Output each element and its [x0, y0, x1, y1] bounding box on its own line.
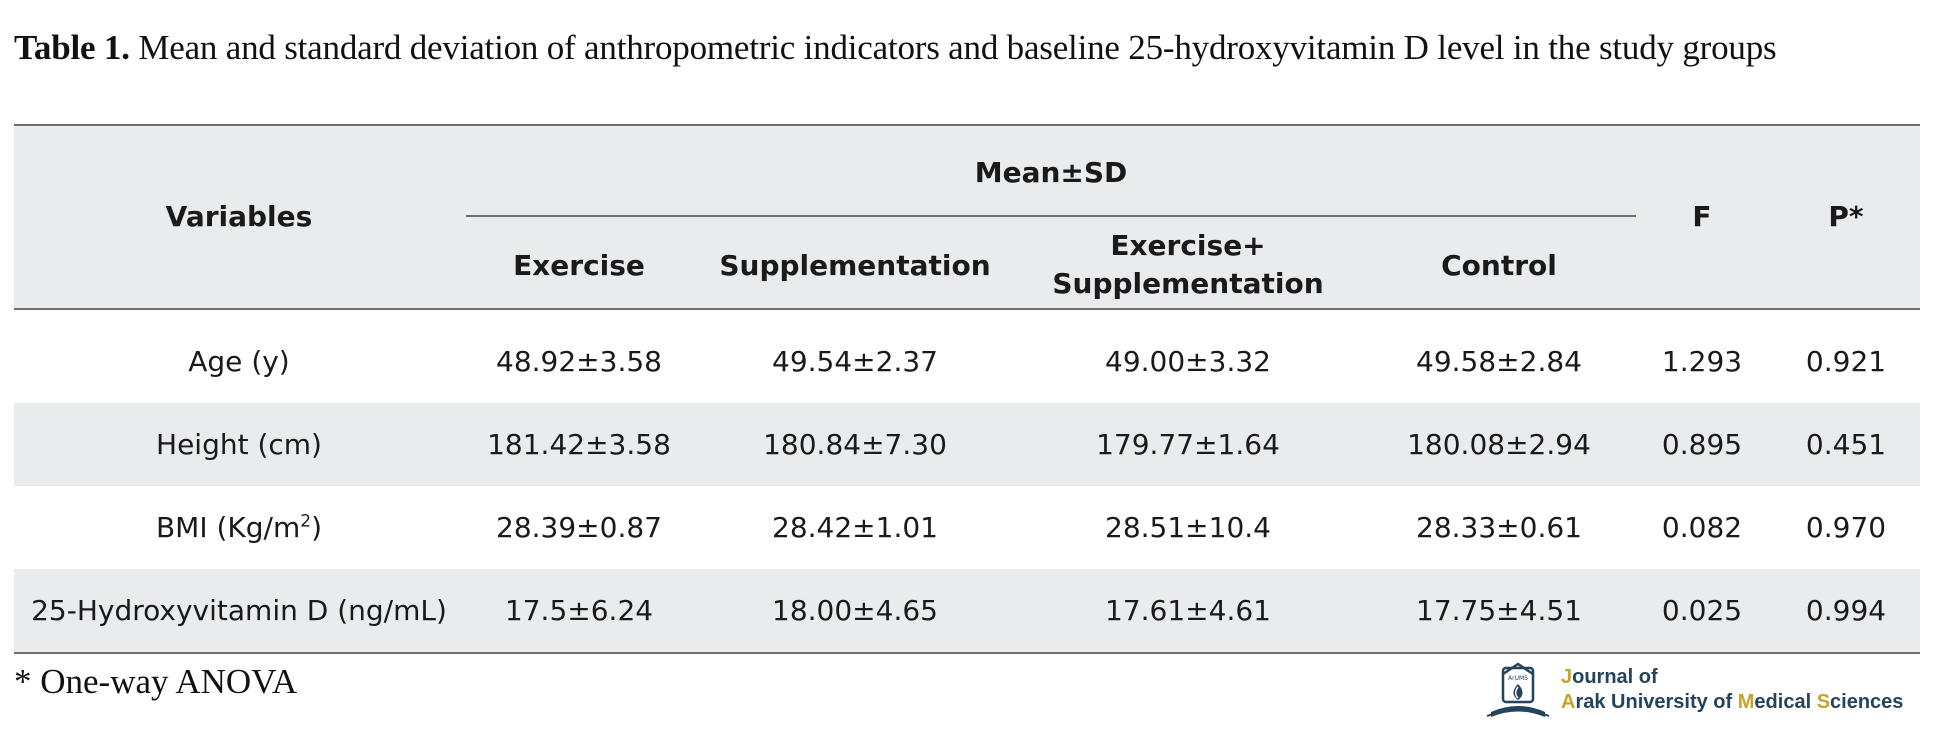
svg-text:ArUMS: ArUMS: [1508, 675, 1528, 682]
table-row: [14, 320, 1920, 403]
journal-logo: [1483, 660, 1923, 722]
cell-variable-superscript: 2: [300, 511, 312, 532]
cell-f: 0.025: [1661, 594, 1743, 627]
cell-p: 0.970: [1805, 511, 1887, 544]
cell-exercise-supplementation: 179.77±1.64: [1096, 428, 1280, 461]
header-exercise-plus-line1: Exercise+: [1110, 229, 1266, 262]
cell-control: 49.58±2.84: [1416, 345, 1582, 378]
cell-control: 17.75±4.51: [1416, 594, 1582, 627]
cell-f: 0.895: [1661, 428, 1743, 461]
header-f: F: [1692, 200, 1712, 233]
header-exercise-plus-line2: Supplementation: [1052, 267, 1324, 300]
cell-exercise: 28.39±0.87: [496, 511, 662, 544]
cell-supplementation: 180.84±7.30: [763, 428, 947, 461]
cell-exercise-supplementation: 28.51±10.4: [1105, 511, 1271, 544]
cell-supplementation: 49.54±2.37: [772, 345, 938, 378]
header-control: Control: [1441, 249, 1557, 282]
cell-variable: [156, 486, 322, 569]
cell-supplementation: 18.00±4.65: [772, 594, 938, 627]
cell-exercise: 181.42±3.58: [487, 428, 671, 461]
header-supplementation: Supplementation: [719, 249, 991, 282]
header-p: P*: [1828, 200, 1864, 233]
table-bottom-rule: [14, 652, 1920, 654]
cell-variable: 25-Hydroxyvitamin D (ng/mL): [31, 594, 447, 627]
header-variables: Variables: [165, 200, 313, 233]
cell-exercise-supplementation: 49.00±3.32: [1105, 345, 1271, 378]
cell-f: 1.293: [1661, 345, 1743, 378]
table-caption: [14, 28, 1776, 68]
journal-name-line1: Journal of: [1561, 666, 1658, 688]
cell-exercise-supplementation: 17.61±4.61: [1105, 594, 1271, 627]
header-bottom-rule: [14, 308, 1920, 310]
cell-exercise: 48.92±3.58: [496, 345, 662, 378]
cell-control: 180.08±2.94: [1407, 428, 1591, 461]
table-row: [14, 569, 1920, 652]
cell-p: 0.451: [1805, 428, 1887, 461]
header-exercise: Exercise: [513, 249, 645, 282]
table-row: [14, 403, 1920, 486]
table-row: [14, 486, 1920, 569]
table-header: [14, 126, 1920, 308]
cell-p: 0.921: [1805, 345, 1887, 378]
cell-supplementation: 28.42±1.01: [772, 511, 938, 544]
journal-name: [1561, 665, 1903, 715]
cell-variable: Age (y): [188, 345, 290, 378]
header-mean-sd: Mean±SD: [974, 156, 1128, 189]
caption-text: Mean and standard deviation of anthropometric indicators and baseline 25-hydroxyvitamin D level in the study groups: [129, 28, 1777, 67]
cell-variable-prefix: BMI (Kg/m: [155, 511, 301, 544]
journal-emblem-icon: [1483, 660, 1553, 722]
caption-label: Table 1.: [14, 28, 130, 67]
cell-variable: Height (cm): [156, 428, 322, 461]
mean-sd-span-rule: [466, 215, 1636, 217]
cell-control: 28.33±0.61: [1416, 511, 1582, 544]
cell-f: 0.082: [1661, 511, 1743, 544]
journal-name-line2: Arak University of Medical Sciences: [1561, 691, 1904, 713]
cell-variable-suffix: ): [311, 511, 323, 544]
cell-exercise: 17.5±6.24: [504, 594, 654, 627]
cell-p: 0.994: [1805, 594, 1887, 627]
table-footnote: * One-way ANOVA: [14, 662, 298, 701]
